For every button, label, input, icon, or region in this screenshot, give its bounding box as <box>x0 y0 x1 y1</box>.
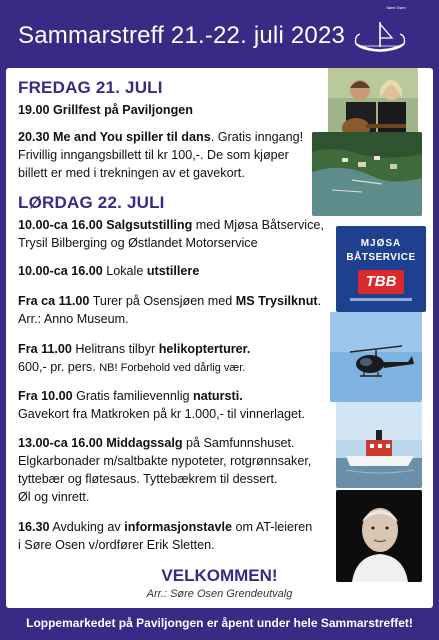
friday-event-2-line-2: Frivillig inngangsbillett til kr 100,-. De som kjøper <box>18 148 289 162</box>
mjosa-name-bottom: BÅTSERVICE <box>346 252 416 263</box>
event-bold: natursti. <box>193 389 243 403</box>
event-bold: Grillfest på Paviljongen <box>53 103 193 117</box>
event-time: 13.00-ca 16.00 <box>18 436 103 450</box>
event-text: Helitrans tilbyr <box>71 342 159 356</box>
saturday-event-4 <box>18 340 250 358</box>
event-price: 600,- pr. pers. <box>18 360 100 374</box>
event-bold: helikopterturer. <box>158 342 251 356</box>
saturday-event-7 <box>18 518 312 536</box>
saturday-event-3-line-2: Arr.: Anno Museum. <box>18 312 129 326</box>
event-text-end: . <box>317 294 322 308</box>
saturday-event-5-line-2: Gavekort fra Matkroken på kr 1.000,- til vinnerlaget. <box>18 407 305 421</box>
tbb-badge <box>358 270 404 294</box>
event-bold: utstillere <box>146 264 200 278</box>
event-bold: Me and You spiller til dans <box>53 130 211 144</box>
saturday-event-2 <box>18 262 199 280</box>
event-bold: Middagssalg <box>106 436 183 450</box>
event-time: Fra 11.00 <box>18 342 72 356</box>
event-time: 19.00 <box>18 103 50 117</box>
arranger-text: Arr.: Søre Osen Grendeutvalg <box>146 588 293 600</box>
event-time: 10.00-ca 16.00 <box>18 218 103 232</box>
event-time: 10.00-ca 16.00 <box>18 264 103 278</box>
saturday-event-1-line-2: Trysil Bilberging og Østlandet Motorservice <box>18 236 258 250</box>
event-time: Fra ca 11.00 <box>18 294 90 308</box>
event-note: NB! Forbehold ved dårlig vær. <box>99 362 246 374</box>
viking-ship-logo-icon <box>350 14 410 58</box>
friday-event-1 <box>18 101 193 119</box>
tbb-text: TBB <box>365 273 397 290</box>
welcome-text: VELKOMMEN! <box>161 566 278 585</box>
event-text: Gratis familievennlig <box>72 389 194 403</box>
mjosa-name-top: MJØSA <box>360 238 402 249</box>
event-text-2: om AT-leieren <box>231 520 313 534</box>
saturday-heading: LØRDAG 22. JULI <box>18 193 165 212</box>
boat-photo <box>336 402 422 488</box>
helicopter-photo <box>330 312 422 402</box>
friday-event-2 <box>18 128 303 146</box>
saturday-event-3 <box>18 292 321 310</box>
event-text: Turer på Osensjøen med <box>89 294 236 308</box>
event-text: med Mjøsa Båtservice, <box>192 218 324 232</box>
event-text: på Samfunnshuset. <box>182 436 295 450</box>
saturday-event-6-line-3: tyttebær og fløtesaus. Tyttebækrem til dessert. <box>18 472 278 486</box>
event-time: 16.30 <box>18 520 50 534</box>
event-bold: informasjonstavle <box>124 520 232 534</box>
saturday-event-1 <box>18 216 324 234</box>
event-time: Fra 10.00 <box>18 389 73 403</box>
footer-text: Loppemarkedet på Paviljongen er åpent under hele Sammarstreffet! <box>26 616 413 630</box>
mjosa-divider <box>350 298 412 301</box>
event-text: . Gratis inngang! <box>210 130 304 144</box>
saturday-event-6-line-4: Øl og vinrett. <box>18 490 90 504</box>
friday-event-2-line-3: billett er med i trekningen av et gavekort. <box>18 166 245 180</box>
event-time: 20.30 <box>18 130 50 144</box>
header <box>0 0 439 68</box>
footer <box>0 608 439 640</box>
saturday-event-4-line-2 <box>18 358 245 377</box>
event-bold: Salgsutstilling <box>106 218 193 232</box>
saturday-event-5 <box>18 387 243 405</box>
event-text: Lokale <box>102 264 147 278</box>
friday-heading: FREDAG 21. JULI <box>18 78 163 97</box>
saturday-event-6 <box>18 434 295 452</box>
event-text: Avduking av <box>49 520 125 534</box>
marina-photo <box>312 132 422 216</box>
logo-text: Søre Osen <box>386 5 406 10</box>
page-title: Sammarstreff 21.-22. juli 2023 <box>18 22 346 49</box>
saturday-event-6-line-2: Elgkarbonader m/saltbakte nypoteter, rotgrønnsaker, <box>18 454 312 468</box>
event-bold: MS Trysilknut <box>235 294 318 308</box>
mjosa-batservice-logo <box>336 226 426 312</box>
saturday-event-7-line-2: i Søre Osen v/ordfører Erik Sletten. <box>18 538 215 552</box>
